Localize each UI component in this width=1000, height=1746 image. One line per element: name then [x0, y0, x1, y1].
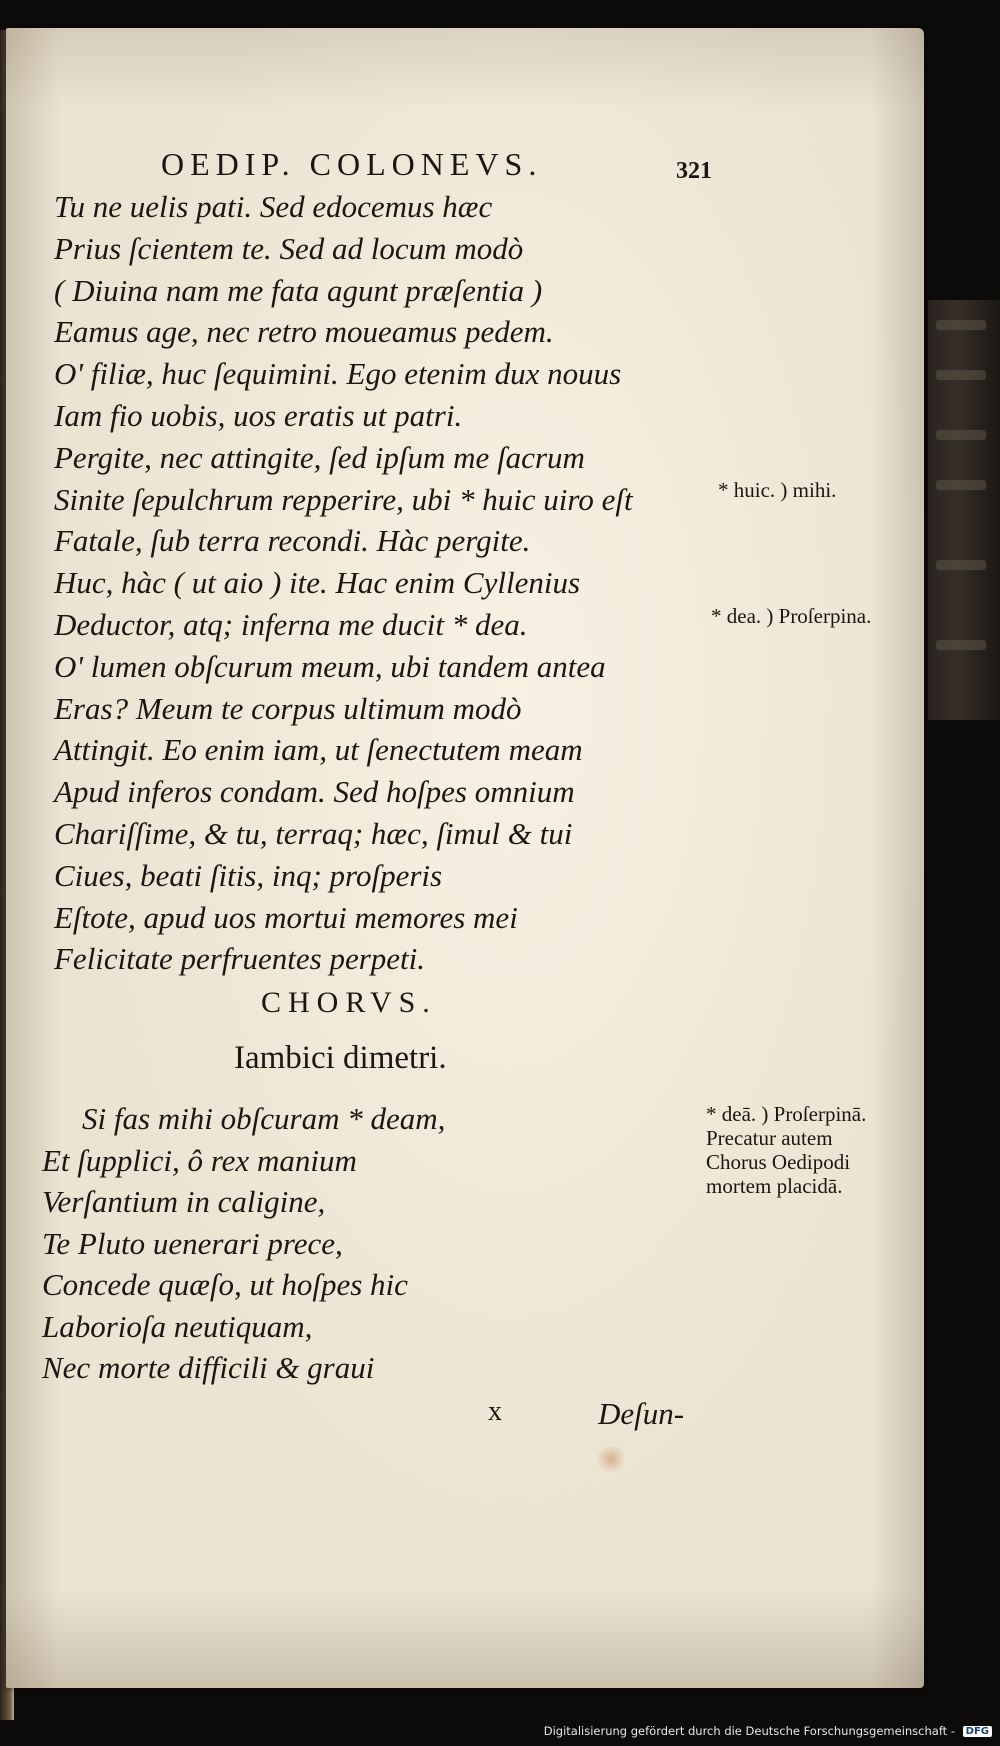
folio-number: 321	[676, 158, 712, 184]
chorus-line: Concede quæſo, ut hoſpes hic	[42, 1267, 408, 1302]
meter-heading: Iambici dimetri.	[234, 1040, 447, 1076]
verse-line: Ciues, beati ſitis, inq; proſperis	[54, 857, 443, 893]
verse-line: Chariſſime, & tu, terraq; hæc, ſimul & tui	[54, 815, 573, 851]
chorus-verse-block	[42, 1098, 542, 1389]
verse-line: ( Diuina nam me fata agunt præſentia )	[54, 272, 543, 308]
verse-line: Eras? Meum te corpus ultimum modò	[54, 690, 522, 726]
facing-page-ghost-text	[936, 640, 986, 650]
chorus-line: Verſantium in caligine,	[42, 1184, 326, 1219]
running-head: OEDIP. COLONEVS.	[161, 146, 543, 182]
dfg-logo-icon: DFG	[963, 1726, 992, 1737]
catchword: Deſun-	[598, 1396, 685, 1431]
verse-line: Iam fio uobis, uos eratis ut patri.	[54, 397, 463, 433]
verse-line: Tu ne uelis pati. Sed edocemus hæc	[54, 189, 493, 224]
verse-line: O' filiæ, huc ſequimini. Ego etenim dux nouus	[54, 356, 622, 392]
verse-line: Prius ſcientem te. Sed ad locum modò	[54, 230, 524, 266]
chorus-line: Laborioſa neutiquam,	[42, 1308, 313, 1344]
footer-credit: Digitalisierung gefördert durch die Deutsche Forschungsgemeinschaft -	[543, 1724, 955, 1738]
chorus-heading: CHORVS.	[261, 986, 437, 1019]
verse-line: Apud inferos condam. Sed hoſpes omnium	[54, 774, 575, 810]
facing-page-ghost-text	[936, 370, 986, 380]
verse-line: Deductor, atq; inferna me ducit * dea.	[54, 606, 528, 642]
verse-line: Attingit. Eo enim iam, ut ſenectutem meam	[54, 732, 583, 768]
facing-page-ghost-text	[936, 430, 986, 440]
verse-line: Fatale, ſub terra recondi. Hàc pergite.	[54, 523, 531, 559]
verse-line: Huc, hàc ( ut aio ) ite. Hac enim Cyllenius	[54, 565, 581, 601]
verse-line: Eſtote, apud uos mortui memores mei	[54, 899, 518, 935]
marginal-note: * dea. ) Proſerpina.	[711, 604, 872, 628]
facing-page-ghost-text	[936, 560, 986, 570]
marginal-note: * deā. ) Proſerpinā. Precatur autem Chorus Oedipodi mortem placidā.	[706, 1102, 867, 1198]
facing-page-fragment	[928, 300, 1000, 720]
verse-line: Sinite ſepulchrum repperire, ubi * huic uiro eſt	[54, 481, 633, 517]
chorus-line: Et ſupplici, ô rex manium	[42, 1142, 357, 1178]
facing-page-ghost-text	[936, 480, 986, 490]
verse-line: O' lumen obſcurum meum, ubi tandem antea	[54, 648, 606, 684]
verse-line: Eamus age, nec retro moueamus pedem.	[54, 314, 554, 350]
digitization-footer	[0, 1724, 1000, 1746]
marginal-note: * huic. ) mihi.	[718, 478, 837, 502]
book-page	[6, 28, 924, 1688]
chorus-line: Si fas mihi obſcuram * deam,	[82, 1101, 446, 1136]
paper-stain	[594, 1446, 628, 1472]
facing-page-ghost-text	[936, 320, 986, 330]
verse-line: Felicitate perfruentes perpeti.	[54, 941, 426, 977]
verse-line: Pergite, nec attingite, ſed ipſum me ſacrum	[54, 439, 585, 475]
signature-mark: x	[488, 1396, 502, 1427]
chorus-line: Te Pluto uenerari prece,	[42, 1225, 343, 1261]
chorus-line: Nec morte difficili & graui	[42, 1350, 375, 1385]
verse-block	[54, 186, 674, 980]
